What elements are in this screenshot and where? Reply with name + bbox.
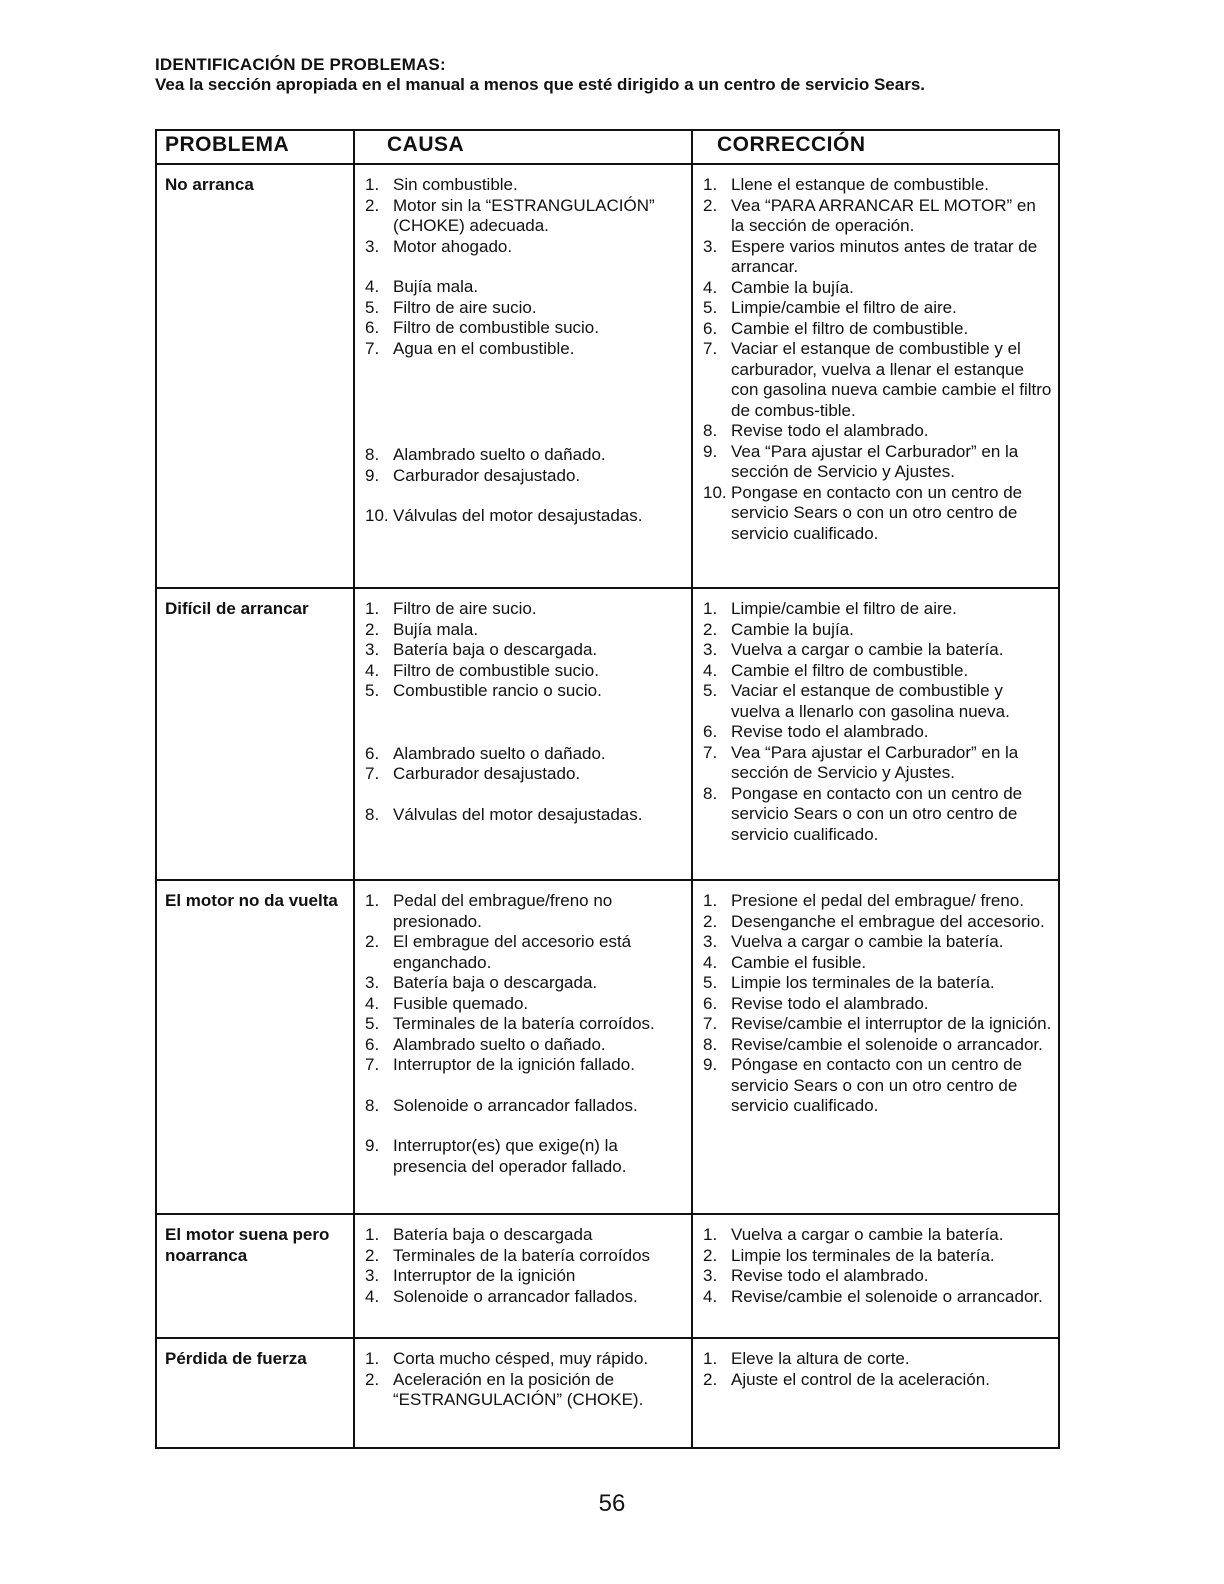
correction-list [701, 599, 1052, 845]
correction-cell [692, 880, 1059, 1214]
item-number: 3. [703, 932, 718, 951]
list-item [701, 722, 1052, 743]
item-number: 2. [365, 1245, 380, 1265]
item-text: Presione el pedal del embrague/ freno. [731, 891, 1024, 910]
list-item [363, 318, 685, 339]
list-item [701, 237, 1052, 278]
item-text: Limpie los terminales de la batería. [731, 973, 995, 992]
list-item [701, 784, 1052, 846]
item-number: 6. [703, 722, 718, 741]
item-number: 6. [703, 993, 718, 1013]
item-text: Terminales de la batería corroídos [393, 1245, 651, 1265]
item-number: 6. [365, 743, 380, 763]
item-text: Vuelva a cargar o cambie la batería. [731, 1225, 1004, 1244]
item-number: 3. [365, 973, 380, 992]
item-number: 3. [365, 236, 380, 256]
item-number: 5. [365, 1014, 380, 1033]
item-text: Vaciar el estanque de combustible y el carburador, vuelva a llenar el estanque con gasolina nueva cambie cambie el filtro de combus-tible. [731, 339, 1052, 420]
item-number: 2. [365, 1369, 380, 1389]
cause-list [363, 599, 685, 825]
item-number: 3. [703, 236, 718, 256]
table-row [156, 880, 1059, 1214]
list-item [701, 1225, 1052, 1246]
item-number: 2. [703, 195, 718, 215]
cause-list [363, 175, 685, 527]
item-number: 7. [703, 339, 718, 358]
item-text: Alambrado suelto o dañado. [393, 1034, 606, 1054]
item-number: 2. [703, 911, 718, 931]
item-number: 1. [703, 1349, 718, 1368]
list-item [363, 237, 685, 258]
list-item [363, 277, 685, 298]
item-number: 1. [703, 891, 718, 910]
item-number: 2. [365, 619, 380, 639]
list-item [363, 932, 685, 973]
list-item [701, 278, 1052, 299]
cause-cell [354, 164, 692, 588]
cause-cell [354, 1214, 692, 1338]
list-item [701, 953, 1052, 974]
table-row [156, 1338, 1059, 1448]
item-number: 4. [365, 660, 380, 680]
item-text: Vuelva a cargar o cambie la batería. [731, 640, 1004, 659]
item-text: Revise/cambie el solenoide o arrancador. [731, 1034, 1043, 1054]
item-text: Combustible rancio o sucio. [393, 681, 602, 700]
item-text: Interruptor de la ignición [393, 1266, 576, 1285]
item-number: 7. [365, 338, 380, 358]
problem-cell: El motor no da vuelta [156, 880, 354, 1214]
item-text: Batería baja o descargada. [393, 640, 598, 659]
item-text: Vea “Para ajustar el Carburador” en la sección de Servicio y Ajustes. [731, 441, 1019, 481]
item-text: Vea “Para ajustar el Carburador” en la sección de Servicio y Ajustes. [731, 742, 1019, 782]
list-item [701, 175, 1052, 196]
item-text: Carburador desajustado. [393, 764, 581, 783]
list-item [701, 298, 1052, 319]
list-item [363, 175, 685, 196]
item-text: Cambie el fusible. [731, 952, 867, 972]
item-text: Válvulas del motor desajustadas. [393, 506, 643, 525]
item-number: 4. [703, 277, 718, 297]
item-text: Bujía mala. [393, 277, 479, 296]
item-number: 8. [365, 445, 380, 464]
list-item [701, 1035, 1052, 1056]
item-text: Limpie/cambie el filtro de aire. [731, 599, 957, 618]
item-text: Motor sin la “ESTRANGULACIÓN” (CHOKE) adecuada. [393, 195, 655, 235]
item-number: 4. [365, 277, 380, 296]
list-item [363, 1246, 685, 1267]
page-title: IDENTIFICACIÓN DE PROBLEMAS: [155, 55, 446, 74]
list-item [363, 1014, 685, 1035]
list-item [363, 1349, 685, 1370]
item-text: Pedal del embrague/freno no presionado. [393, 891, 613, 931]
item-text: Cambie la bujía. [731, 619, 854, 639]
list-item [701, 973, 1052, 994]
page-header [155, 55, 1065, 95]
item-number: 5. [703, 298, 718, 317]
table-header-row [156, 130, 1059, 164]
list-item [701, 1349, 1052, 1370]
list-item [363, 681, 685, 702]
cause-cell [354, 880, 692, 1214]
list-item [363, 620, 685, 641]
list-item [363, 805, 685, 826]
list-item [701, 1246, 1052, 1267]
cause-list [363, 1349, 685, 1411]
list-item [363, 1225, 685, 1246]
item-text: Vaciar el estanque de combustible y vuelva a llenarlo con gasolina nueva. [731, 681, 1010, 721]
problem-cell: El motor suena pero noarranca [156, 1214, 354, 1338]
list-item [363, 994, 685, 1015]
list-item [701, 681, 1052, 722]
item-number: 3. [703, 640, 718, 659]
item-text: Limpie los terminales de la batería. [731, 1245, 995, 1265]
item-number: 4. [365, 1286, 380, 1306]
item-text: Revise todo el alambrado. [731, 421, 929, 440]
list-item [701, 196, 1052, 237]
item-text: Fusible quemado. [393, 993, 529, 1013]
item-text: Interruptor de la ignición fallado. [393, 1055, 635, 1074]
item-number: 8. [365, 1095, 380, 1115]
list-item [363, 196, 685, 237]
item-text: Batería baja o descargada [393, 1225, 593, 1244]
item-number: 7. [365, 1055, 380, 1074]
item-text: Carburador desajustado. [393, 465, 581, 485]
item-number: 9. [703, 441, 718, 461]
item-text: Filtro de combustible sucio. [393, 660, 599, 680]
item-number: 3. [365, 640, 380, 659]
item-number: 8. [703, 783, 718, 803]
column-header-correccion: CORRECCIÓN [692, 130, 1059, 164]
item-text: Solenoide o arrancador fallados. [393, 1286, 638, 1306]
list-item [363, 466, 685, 487]
item-number: 2. [703, 619, 718, 639]
item-text: Cambie la bujía. [731, 277, 854, 297]
correction-cell [692, 164, 1059, 588]
item-text: Desenganche el embrague del accesorio. [731, 911, 1045, 931]
item-text: El embrague del accesorio está enganchado. [393, 932, 632, 972]
item-number: 1. [365, 175, 380, 194]
cause-cell [354, 588, 692, 880]
item-text: Terminales de la batería corroídos. [393, 1014, 655, 1033]
list-item [363, 1370, 685, 1411]
item-number: 1. [703, 1225, 718, 1244]
item-number: 7. [703, 1014, 718, 1033]
item-number: 1. [365, 891, 380, 910]
list-item [363, 1287, 685, 1308]
list-item [363, 1035, 685, 1056]
correction-cell [692, 1214, 1059, 1338]
list-item [701, 932, 1052, 953]
item-text: Pongase en contacto con un centro de servicio Sears o con un otro centro de servicio cualificado. [731, 783, 1023, 844]
item-number: 5. [703, 973, 718, 992]
item-number: 8. [703, 1034, 718, 1054]
table-row [156, 588, 1059, 880]
item-text: Interruptor(es) que exige(n) la presencia del operador fallado. [393, 1136, 627, 1176]
item-number: 4. [703, 660, 718, 680]
correction-list [701, 175, 1052, 544]
item-number: 8. [365, 804, 380, 824]
column-header-problema: PROBLEMA [156, 130, 354, 164]
item-number: 7. [365, 764, 380, 783]
cause-list [363, 1225, 685, 1307]
item-text: Motor ahogado. [393, 236, 513, 256]
item-text: Revise todo el alambrado. [731, 993, 929, 1013]
item-number: 10. [365, 506, 389, 525]
item-text: Espere varios minutos antes de tratar de arrancar. [731, 236, 1038, 276]
list-item [363, 764, 685, 785]
item-number: 1. [703, 599, 718, 618]
item-number: 6. [365, 318, 380, 337]
column-header-causa: CAUSA [354, 130, 692, 164]
item-number: 1. [703, 175, 718, 194]
list-item [363, 1136, 685, 1177]
item-number: 2. [703, 1245, 718, 1265]
correction-cell [692, 1338, 1059, 1448]
list-item [701, 599, 1052, 620]
item-text: Revise todo el alambrado. [731, 722, 929, 741]
item-text: Cambie el filtro de combustible. [731, 318, 969, 338]
list-item [363, 599, 685, 620]
item-text: Cambie el filtro de combustible. [731, 660, 969, 680]
list-item [701, 891, 1052, 912]
item-number: 4. [703, 1286, 718, 1306]
list-item [701, 661, 1052, 682]
list-item [363, 891, 685, 932]
correction-cell [692, 588, 1059, 880]
problem-cell: Pérdida de fuerza [156, 1338, 354, 1448]
item-text: Ajuste el control de la aceleración. [731, 1369, 990, 1389]
list-item [701, 1055, 1052, 1117]
item-text: Solenoide o arrancador fallados. [393, 1095, 638, 1115]
list-item [363, 640, 685, 661]
cause-cell [354, 1338, 692, 1448]
list-item [701, 912, 1052, 933]
item-text: Corta mucho césped, muy rápido. [393, 1349, 649, 1368]
item-number: 2. [365, 932, 380, 951]
list-item [701, 483, 1052, 545]
list-item [363, 339, 685, 360]
table-row [156, 164, 1059, 588]
list-item [363, 1055, 685, 1076]
item-number: 5. [365, 681, 380, 700]
item-number: 10. [703, 482, 727, 502]
list-item [701, 1266, 1052, 1287]
item-text: Válvulas del motor desajustadas. [393, 804, 643, 824]
list-item [701, 421, 1052, 442]
list-item [363, 1266, 685, 1287]
list-item [363, 506, 685, 527]
item-number: 1. [365, 1225, 380, 1244]
list-item [363, 661, 685, 682]
page-subtitle: Vea la sección apropiada en el manual a menos que esté dirigido a un centro de servicio Sears. [155, 75, 926, 94]
item-number: 9. [365, 1136, 380, 1155]
item-text: Sin combustible. [393, 175, 518, 194]
correction-list [701, 1349, 1052, 1390]
list-item [701, 620, 1052, 641]
item-number: 1. [365, 1349, 380, 1368]
item-number: 6. [703, 318, 718, 338]
list-item [363, 445, 685, 466]
item-text: Llene el estanque de combustible. [731, 175, 990, 194]
list-item [701, 1370, 1052, 1391]
item-text: Agua en el combustible. [393, 338, 575, 358]
correction-list [701, 891, 1052, 1117]
item-number: 3. [703, 1266, 718, 1285]
item-text: Aceleración en la posición de “ESTRANGULACIÓN” (CHOKE). [393, 1369, 644, 1409]
item-number: 8. [703, 421, 718, 440]
item-number: 3. [365, 1266, 380, 1285]
list-item [363, 298, 685, 319]
item-text: Filtro de aire sucio. [393, 297, 537, 317]
list-item [701, 994, 1052, 1015]
item-text: Limpie/cambie el filtro de aire. [731, 298, 957, 317]
list-item [701, 1287, 1052, 1308]
item-text: Filtro de combustible sucio. [393, 318, 599, 337]
item-number: 9. [703, 1055, 718, 1074]
item-number: 1. [365, 599, 380, 618]
item-number: 4. [703, 952, 718, 972]
item-number: 2. [365, 195, 380, 215]
item-text: Revise/cambie el interruptor de la ignición. [731, 1014, 1052, 1033]
item-text: Batería baja o descargada. [393, 973, 598, 992]
item-number: 7. [703, 742, 718, 762]
item-number: 5. [365, 297, 380, 317]
list-item [701, 1014, 1052, 1035]
item-number: 4. [365, 993, 380, 1013]
correction-list [701, 1225, 1052, 1307]
item-text: Vuelva a cargar o cambie la batería. [731, 932, 1004, 951]
item-text: Revise/cambie el solenoide o arrancador. [731, 1286, 1043, 1306]
item-text: Póngase en contacto con un centro de servicio Sears o con un otro centro de servicio cualificado. [731, 1055, 1023, 1115]
item-number: 6. [365, 1034, 380, 1054]
item-text: Pongase en contacto con un centro de servicio Sears o con un otro centro de servicio cualificado. [731, 482, 1023, 543]
item-text: Alambrado suelto o dañado. [393, 445, 606, 464]
item-text: Vea “PARA ARRANCAR EL MOTOR” en la sección de operación. [731, 195, 1036, 235]
list-item [701, 442, 1052, 483]
item-number: 9. [365, 465, 380, 485]
item-text: Revise todo el alambrado. [731, 1266, 929, 1285]
problem-cell: No arranca [156, 164, 354, 588]
item-text: Bujía mala. [393, 619, 479, 639]
table-row [156, 1214, 1059, 1338]
item-text: Eleve la altura de corte. [731, 1349, 910, 1368]
list-item [363, 973, 685, 994]
item-number: 2. [703, 1369, 718, 1389]
list-item [363, 1096, 685, 1117]
item-text: Alambrado suelto o dañado. [393, 743, 606, 763]
list-item [701, 640, 1052, 661]
page-number: 56 [598, 1490, 626, 1517]
troubleshooting-table [155, 129, 1060, 1449]
list-item [701, 319, 1052, 340]
list-item [701, 743, 1052, 784]
item-number: 5. [703, 681, 718, 700]
list-item [363, 744, 685, 765]
cause-list [363, 891, 685, 1177]
item-text: Filtro de aire sucio. [393, 599, 537, 618]
list-item [701, 339, 1052, 421]
problem-cell: Difícil de arrancar [156, 588, 354, 880]
